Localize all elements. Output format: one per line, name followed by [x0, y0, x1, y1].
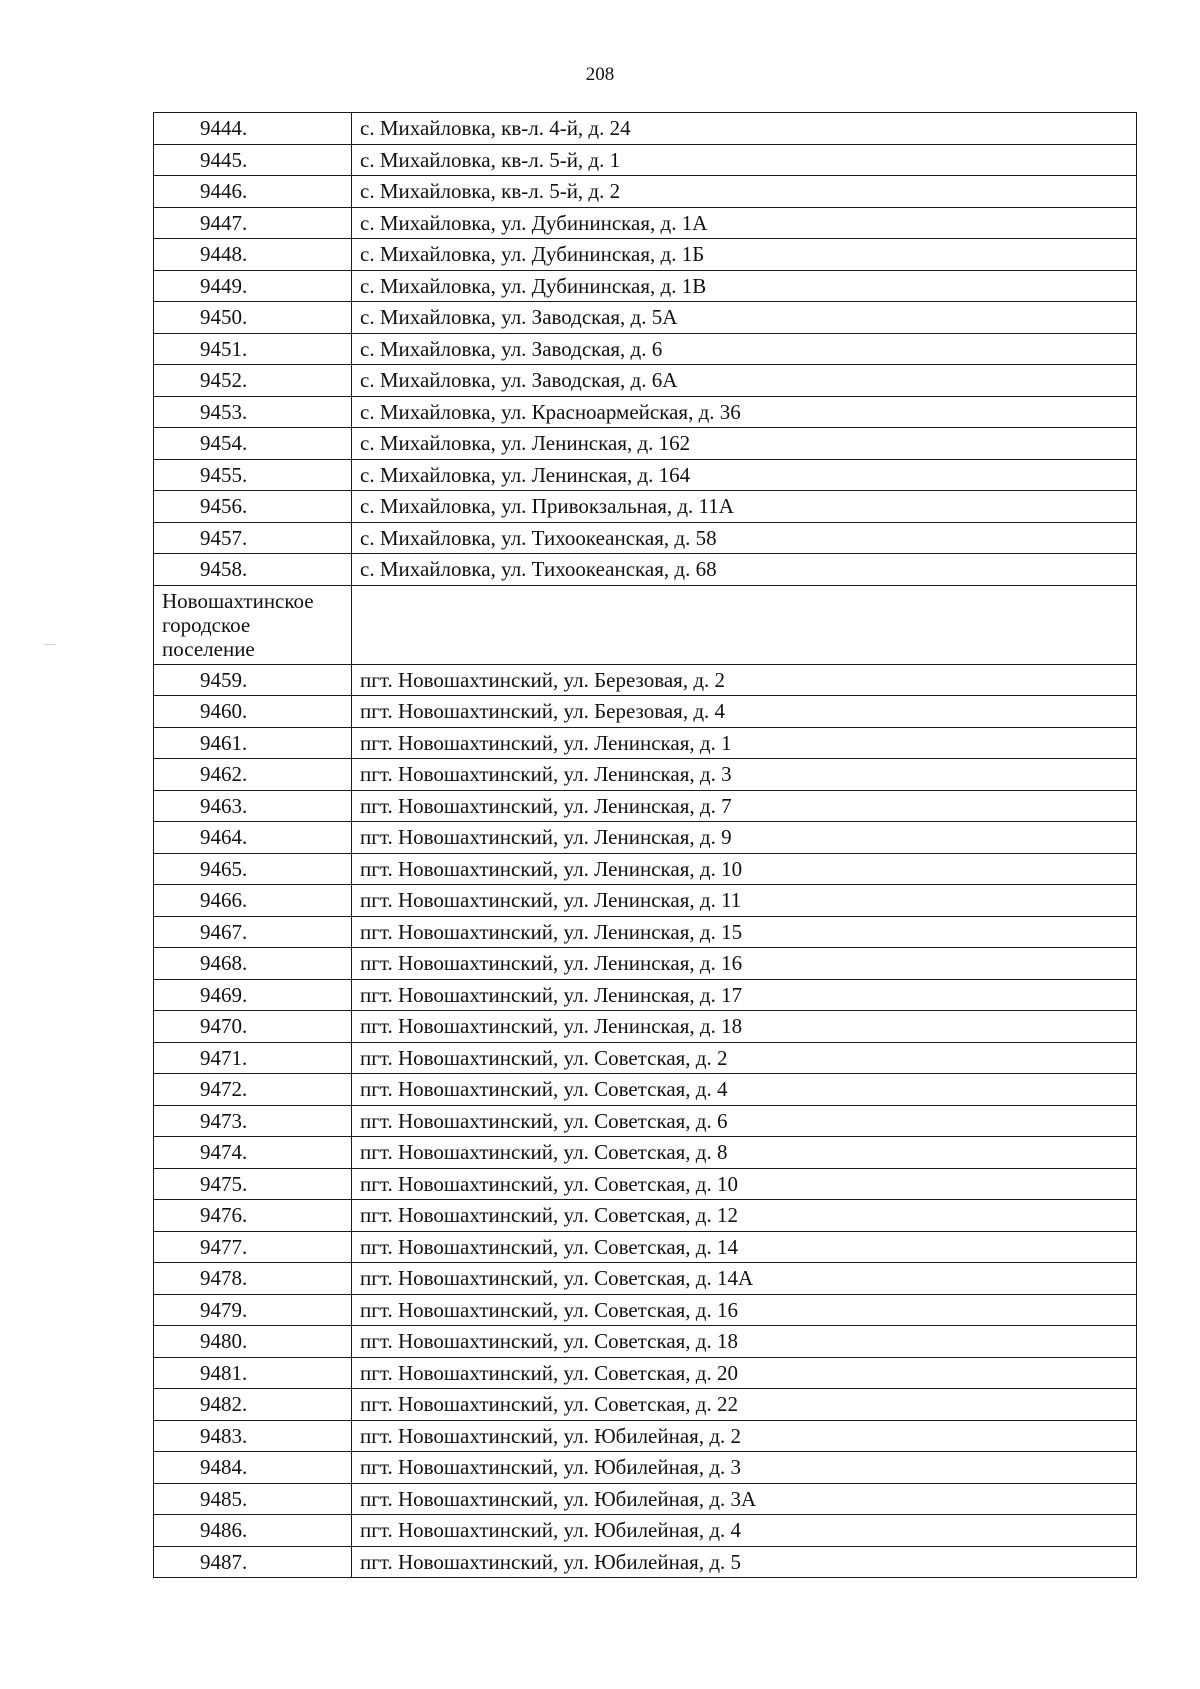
row-address: пгт. Новошахтинский, ул. Советская, д. 14А [352, 1263, 1137, 1295]
table-row [154, 1420, 1137, 1452]
table-row [154, 1515, 1137, 1547]
row-address: пгт. Новошахтинский, ул. Советская, д. 14 [352, 1231, 1137, 1263]
row-address: пгт. Новошахтинский, ул. Юбилейная, д. 3 [352, 1452, 1137, 1484]
table-row [154, 1137, 1137, 1169]
table-row [154, 270, 1137, 302]
row-address: с. Михайловка, ул. Заводская, д. 6А [352, 365, 1137, 397]
table-row [154, 1357, 1137, 1389]
row-address: пгт. Новошахтинский, ул. Ленинская, д. 17 [352, 979, 1137, 1011]
row-number: 9455. [154, 459, 352, 491]
section-title-line: Новошахтинское [162, 588, 314, 613]
row-number: 9471. [154, 1042, 352, 1074]
section-header-row [154, 585, 1137, 664]
row-number: 9450. [154, 302, 352, 334]
section-empty-cell [352, 585, 1137, 664]
row-address: пгт. Новошахтинский, ул. Советская, д. 20 [352, 1357, 1137, 1389]
row-address: пгт. Новошахтинский, ул. Советская, д. 10 [352, 1168, 1137, 1200]
row-address: пгт. Новошахтинский, ул. Ленинская, д. 9 [352, 822, 1137, 854]
table-row [154, 144, 1137, 176]
row-number: 9483. [154, 1420, 352, 1452]
row-address: с. Михайловка, ул. Привокзальная, д. 11А [352, 491, 1137, 523]
row-number: 9485. [154, 1483, 352, 1515]
row-number: 9463. [154, 790, 352, 822]
row-address: пгт. Новошахтинский, ул. Советская, д. 8 [352, 1137, 1137, 1169]
row-number: 9449. [154, 270, 352, 302]
row-address: пгт. Новошахтинский, ул. Юбилейная, д. 3А [352, 1483, 1137, 1515]
row-address: с. Михайловка, ул. Заводская, д. 5А [352, 302, 1137, 334]
row-number: 9448. [154, 239, 352, 271]
row-number: 9453. [154, 396, 352, 428]
row-number: 9482. [154, 1389, 352, 1421]
row-address: пгт. Новошахтинский, ул. Советская, д. 4 [352, 1074, 1137, 1106]
table-row [154, 302, 1137, 334]
row-number: 9475. [154, 1168, 352, 1200]
section-title-line: поселение [162, 636, 255, 661]
row-address: пгт. Новошахтинский, ул. Советская, д. 16 [352, 1294, 1137, 1326]
table-row [154, 491, 1137, 523]
row-number: 9467. [154, 916, 352, 948]
row-number: 9466. [154, 885, 352, 917]
row-number: 9470. [154, 1011, 352, 1043]
margin-mark [44, 644, 56, 645]
table-row [154, 554, 1137, 586]
row-number: 9480. [154, 1326, 352, 1358]
table-row [154, 759, 1137, 791]
row-number: 9446. [154, 176, 352, 208]
row-number: 9465. [154, 853, 352, 885]
row-number: 9462. [154, 759, 352, 791]
row-address: пгт. Новошахтинский, ул. Советская, д. 22 [352, 1389, 1137, 1421]
row-address: пгт. Новошахтинский, ул. Ленинская, д. 16 [352, 948, 1137, 980]
row-address: с. Михайловка, ул. Дубининская, д. 1А [352, 207, 1137, 239]
table-row [154, 1294, 1137, 1326]
row-number: 9459. [154, 664, 352, 696]
row-address: пгт. Новошахтинский, ул. Юбилейная, д. 2 [352, 1420, 1137, 1452]
table-row [154, 176, 1137, 208]
row-address: с. Михайловка, ул. Заводская, д. 6 [352, 333, 1137, 365]
table-row [154, 696, 1137, 728]
table-row [154, 1074, 1137, 1106]
row-address: с. Михайловка, кв-л. 4-й, д. 24 [352, 113, 1137, 145]
row-number: 9469. [154, 979, 352, 1011]
table-row [154, 727, 1137, 759]
row-number: 9458. [154, 554, 352, 586]
table-row [154, 1263, 1137, 1295]
row-address: с. Михайловка, ул. Дубининская, д. 1В [352, 270, 1137, 302]
row-number: 9461. [154, 727, 352, 759]
row-address: пгт. Новошахтинский, ул. Советская, д. 6 [352, 1105, 1137, 1137]
table-row [154, 333, 1137, 365]
table-row [154, 853, 1137, 885]
row-number: 9452. [154, 365, 352, 397]
row-address: пгт. Новошахтинский, ул. Советская, д. 2 [352, 1042, 1137, 1074]
table-row [154, 822, 1137, 854]
section-title [154, 585, 352, 664]
table-row [154, 885, 1137, 917]
table-row [154, 1546, 1137, 1578]
row-address: пгт. Новошахтинский, ул. Ленинская, д. 11 [352, 885, 1137, 917]
table-row [154, 1389, 1137, 1421]
table-row [154, 1105, 1137, 1137]
table-body-part2 [154, 664, 1137, 1578]
row-address: пгт. Новошахтинский, ул. Советская, д. 12 [352, 1200, 1137, 1232]
row-address: с. Михайловка, ул. Дубининская, д. 1Б [352, 239, 1137, 271]
table-row [154, 1231, 1137, 1263]
row-address: с. Михайловка, ул. Ленинская, д. 164 [352, 459, 1137, 491]
row-number: 9486. [154, 1515, 352, 1547]
row-address: пгт. Новошахтинский, ул. Ленинская, д. 10 [352, 853, 1137, 885]
page-number: 208 [585, 64, 615, 85]
row-address: пгт. Новошахтинский, ул. Юбилейная, д. 4 [352, 1515, 1137, 1547]
row-address: пгт. Новошахтинский, ул. Ленинская, д. 3 [352, 759, 1137, 791]
table-row [154, 428, 1137, 460]
row-number: 9478. [154, 1263, 352, 1295]
row-address: пгт. Новошахтинский, ул. Ленинская, д. 1 [352, 727, 1137, 759]
row-number: 9479. [154, 1294, 352, 1326]
table-row [154, 1042, 1137, 1074]
row-number: 9473. [154, 1105, 352, 1137]
row-address: пгт. Новошахтинский, ул. Ленинская, д. 18 [352, 1011, 1137, 1043]
row-address: пгт. Новошахтинский, ул. Ленинская, д. 7 [352, 790, 1137, 822]
row-number: 9481. [154, 1357, 352, 1389]
row-number: 9454. [154, 428, 352, 460]
table-row [154, 396, 1137, 428]
address-table [153, 112, 1137, 1578]
row-address: с. Михайловка, кв-л. 5-й, д. 2 [352, 176, 1137, 208]
table-row [154, 1011, 1137, 1043]
row-number: 9447. [154, 207, 352, 239]
table-row [154, 239, 1137, 271]
table-row [154, 948, 1137, 980]
row-number: 9445. [154, 144, 352, 176]
row-number: 9468. [154, 948, 352, 980]
row-address: с. Михайловка, кв-л. 5-й, д. 1 [352, 144, 1137, 176]
table-body-part1 [154, 113, 1137, 586]
row-number: 9476. [154, 1200, 352, 1232]
row-number: 9444. [154, 113, 352, 145]
table-row [154, 664, 1137, 696]
row-number: 9487. [154, 1546, 352, 1578]
row-number: 9472. [154, 1074, 352, 1106]
table-row [154, 1452, 1137, 1484]
table-row [154, 790, 1137, 822]
section-header-body [154, 585, 1137, 664]
row-address: с. Михайловка, ул. Ленинская, д. 162 [352, 428, 1137, 460]
row-address: с. Михайловка, ул. Тихоокеанская, д. 68 [352, 554, 1137, 586]
row-number: 9464. [154, 822, 352, 854]
table-row [154, 113, 1137, 145]
table-row [154, 365, 1137, 397]
row-number: 9474. [154, 1137, 352, 1169]
row-number: 9457. [154, 522, 352, 554]
row-address: с. Михайловка, ул. Красноармейская, д. 36 [352, 396, 1137, 428]
row-number: 9484. [154, 1452, 352, 1484]
row-address: с. Михайловка, ул. Тихоокеанская, д. 58 [352, 522, 1137, 554]
row-number: 9456. [154, 491, 352, 523]
row-address: пгт. Новошахтинский, ул. Юбилейная, д. 5 [352, 1546, 1137, 1578]
section-title-line: городское [162, 612, 251, 637]
row-address: пгт. Новошахтинский, ул. Советская, д. 18 [352, 1326, 1137, 1358]
row-number: 9477. [154, 1231, 352, 1263]
table-row [154, 207, 1137, 239]
row-address: пгт. Новошахтинский, ул. Березовая, д. 2 [352, 664, 1137, 696]
table-row [154, 1200, 1137, 1232]
row-number: 9451. [154, 333, 352, 365]
row-address: пгт. Новошахтинский, ул. Березовая, д. 4 [352, 696, 1137, 728]
table-row [154, 979, 1137, 1011]
table-row [154, 1168, 1137, 1200]
table-row [154, 459, 1137, 491]
table-row [154, 522, 1137, 554]
table-row [154, 1483, 1137, 1515]
row-address: пгт. Новошахтинский, ул. Ленинская, д. 15 [352, 916, 1137, 948]
table-row [154, 1326, 1137, 1358]
table-row [154, 916, 1137, 948]
row-number: 9460. [154, 696, 352, 728]
